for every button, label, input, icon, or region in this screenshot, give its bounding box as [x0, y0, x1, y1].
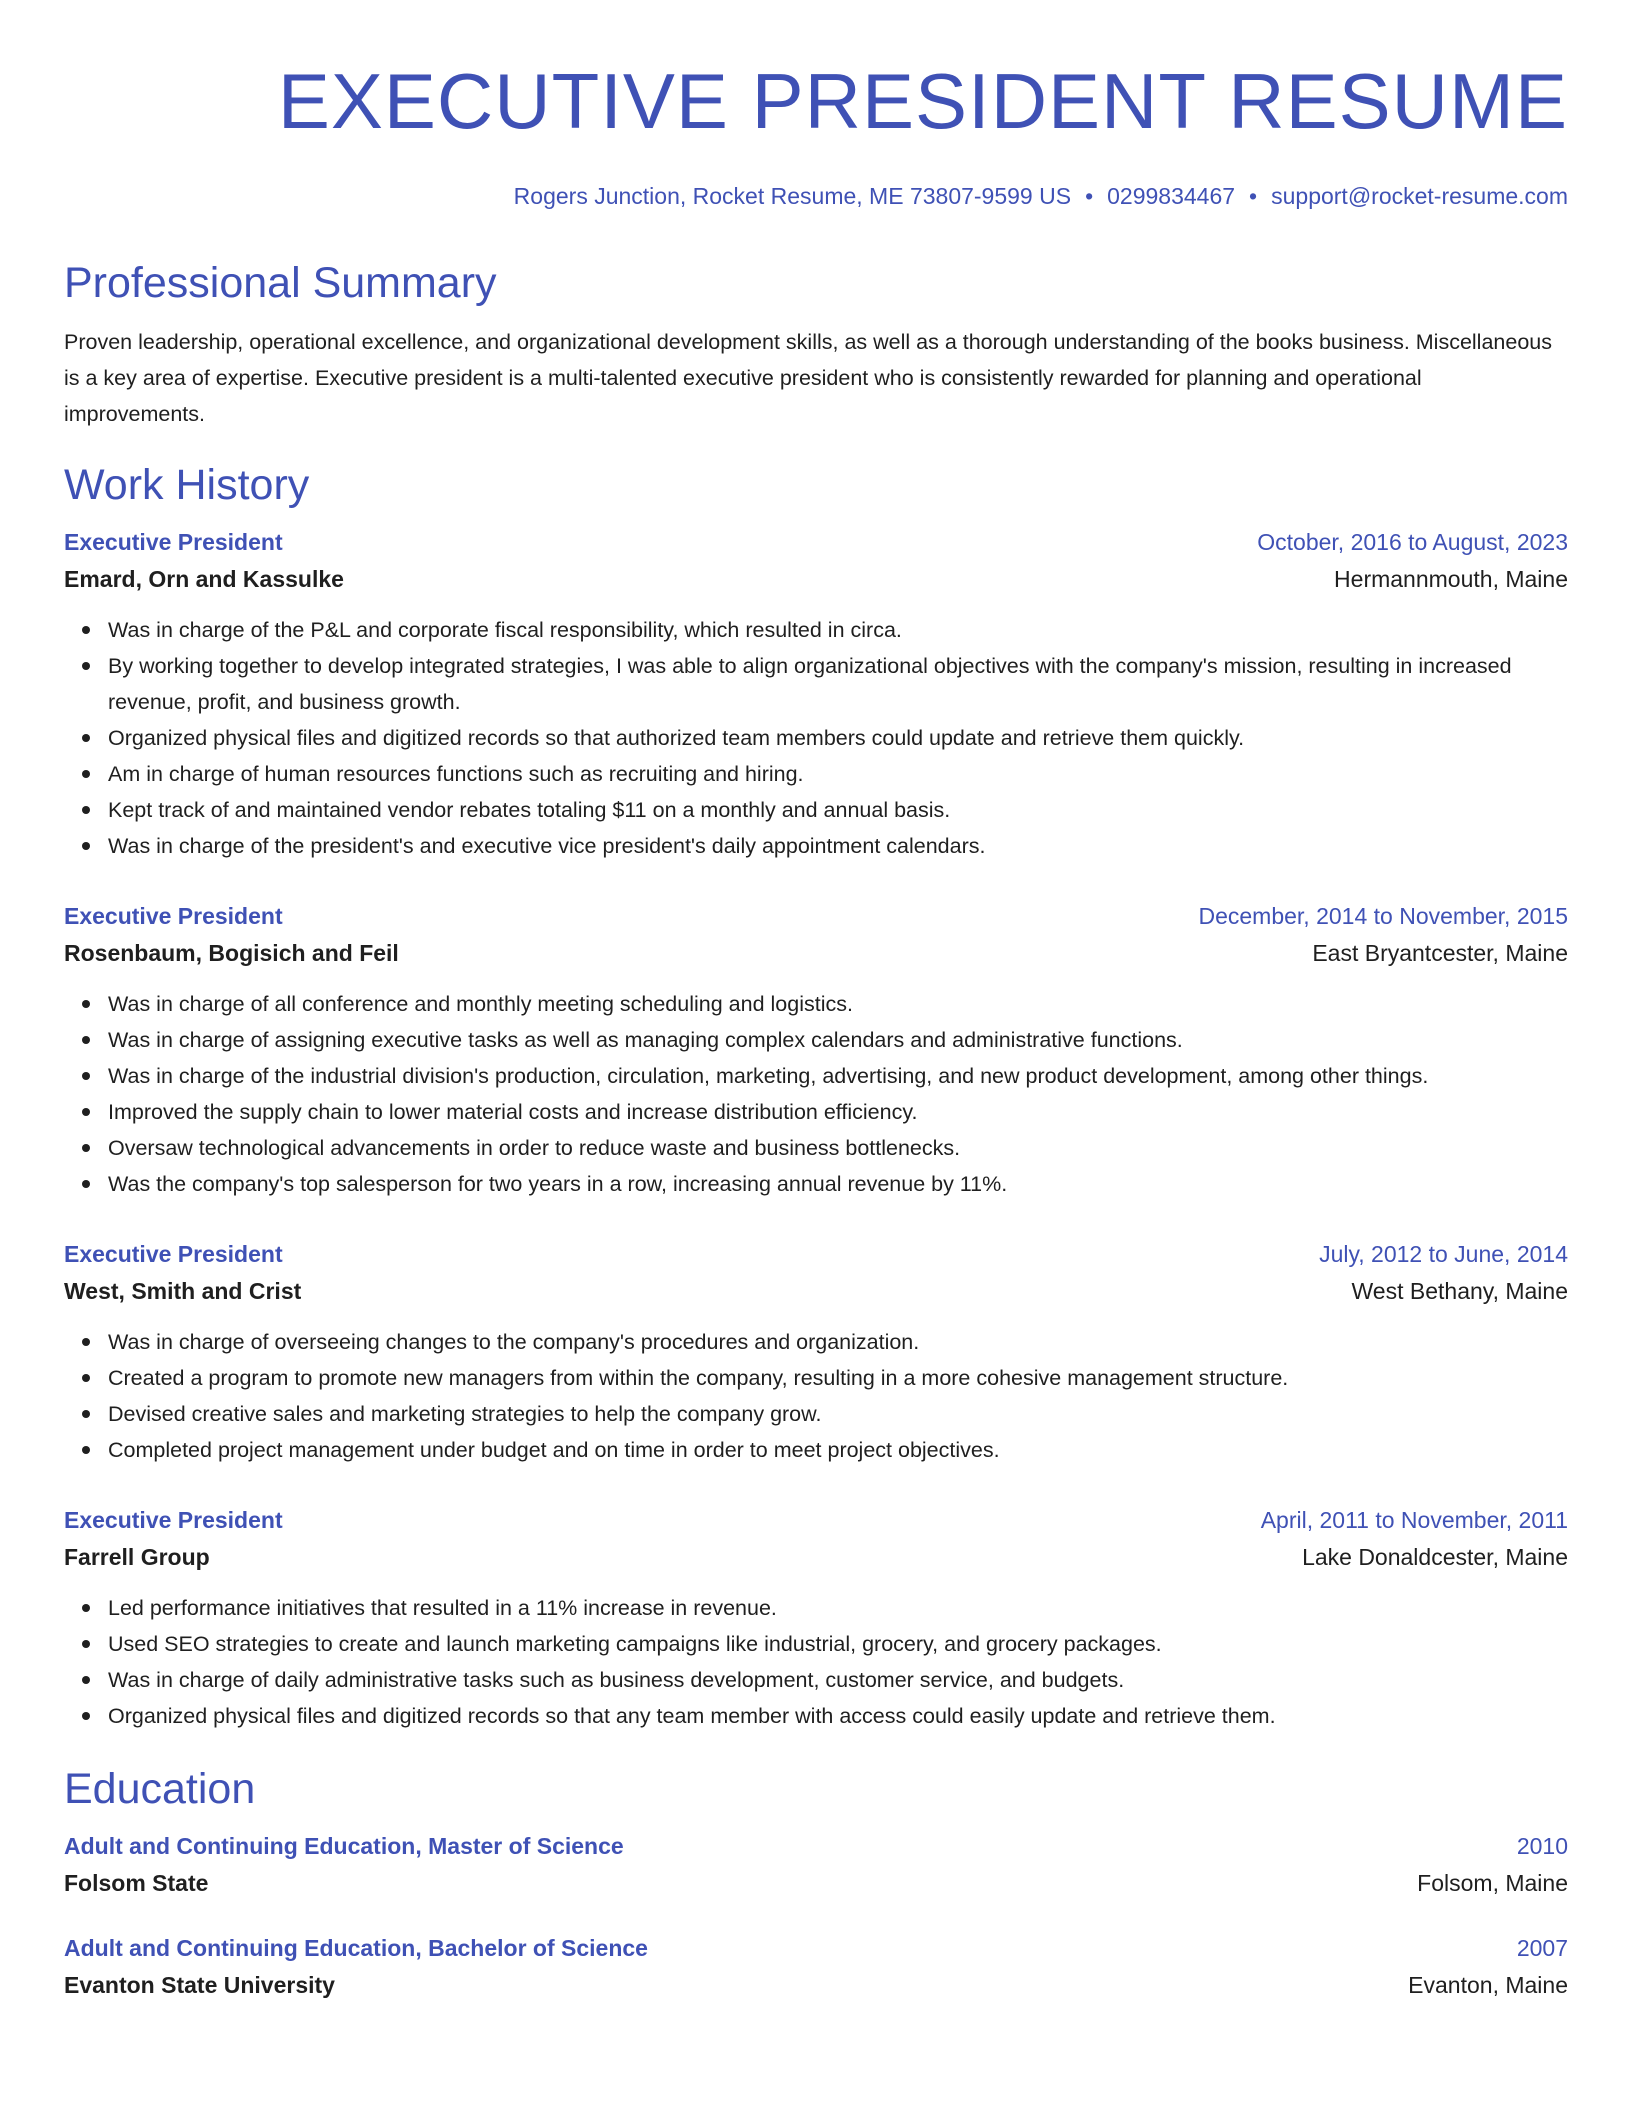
job-bullets — [64, 1590, 1568, 1734]
job-bullet: Oversaw technological advancements in order to reduce waste and business bottlenecks. — [108, 1130, 1568, 1166]
job-dates: October, 2016 to August, 2023 — [1257, 529, 1568, 555]
job-bullet: Kept track of and maintained vendor rebates totaling $11 on a monthly and annual basis. — [108, 792, 1568, 828]
job-role: Executive President — [64, 1507, 283, 1533]
job-company: Emard, Orn and Kassulke — [64, 566, 344, 592]
job-bullet: By working together to develop integrated strategies, I was able to align organizational objectives with the company's mission, resulting in increased revenue, profit, and business growth. — [108, 648, 1568, 720]
education-header-row — [64, 1828, 1568, 1864]
job-entry — [64, 1236, 1568, 1468]
contact-address: Rogers Junction, Rocket Resume, ME 73807-9599 US — [513, 183, 1072, 209]
job-location: West Bethany, Maine — [1351, 1278, 1568, 1304]
job-bullet: Organized physical files and digitized records so that authorized team members could update and retrieve them quickly. — [108, 720, 1568, 756]
job-bullets — [64, 1324, 1568, 1468]
section-title-work-history: Work History — [64, 461, 310, 509]
job-bullet: Was in charge of the industrial division's production, circulation, marketing, advertising, and new product development, among other things. — [108, 1058, 1568, 1094]
job-bullet: Was in charge of the P&L and corporate fiscal responsibility, which resulted in circa. — [108, 612, 1568, 648]
job-entry — [64, 1502, 1568, 1734]
contact-phone: 0299834467 — [1107, 183, 1236, 209]
job-company: Rosenbaum, Bogisich and Feil — [64, 940, 399, 966]
job-header-row — [64, 1236, 1568, 1272]
job-bullet: Was in charge of all conference and monthly meeting scheduling and logistics. — [108, 986, 1568, 1022]
job-bullet: Am in charge of human resources functions such as recruiting and hiring. — [108, 756, 1568, 792]
education-entry — [64, 1930, 1568, 2004]
education-school-row — [64, 1966, 1568, 2004]
job-bullet: Created a program to promote new managers from within the company, resulting in a more cohesive management structure. — [108, 1360, 1568, 1396]
education-list — [64, 1828, 1568, 2004]
education-header-row — [64, 1930, 1568, 1966]
job-bullet: Devised creative sales and marketing strategies to help the company grow. — [108, 1396, 1568, 1432]
contact-separator: • — [1085, 183, 1094, 209]
job-role: Executive President — [64, 1241, 283, 1267]
education-school-row — [64, 1864, 1568, 1902]
job-company-row — [64, 560, 1568, 598]
contact-email: support@rocket-resume.com — [1271, 183, 1568, 209]
job-location: Lake Donaldcester, Maine — [1302, 1544, 1568, 1570]
job-location: East Bryantcester, Maine — [1312, 940, 1568, 966]
job-role: Executive President — [64, 903, 283, 929]
education-year: 2007 — [1516, 1935, 1568, 1961]
education-year: 2010 — [1516, 1833, 1568, 1859]
education-school: Folsom State — [64, 1870, 209, 1896]
education-entry — [64, 1828, 1568, 1902]
job-company-row — [64, 1538, 1568, 1576]
job-bullet: Led performance initiatives that resulted in a 11% increase in revenue. — [108, 1590, 1568, 1626]
section-title-summary: Professional Summary — [64, 259, 497, 307]
education-school: Evanton State University — [64, 1972, 335, 1998]
summary-text: Proven leadership, operational excellence, and organizational development skills, as well as a thorough understanding of the books business. Miscellaneous is a key area of expertise. Executive president is a multi-talented executive president who is consistently rewarded for planning and operational improvements. — [64, 330, 1552, 426]
job-bullet: Was the company's top salesperson for two years in a row, increasing annual revenue by 11%. — [108, 1166, 1568, 1202]
education-location: Evanton, Maine — [1408, 1972, 1568, 1998]
job-bullet: Used SEO strategies to create and launch marketing campaigns like industrial, grocery, and grocery packages. — [108, 1626, 1568, 1662]
job-bullets — [64, 612, 1568, 864]
education-degree: Adult and Continuing Education, Bachelor of Science — [64, 1935, 648, 1961]
job-company: Farrell Group — [64, 1544, 210, 1570]
job-header-row — [64, 524, 1568, 560]
job-bullets — [64, 986, 1568, 1202]
contact-separator: • — [1249, 183, 1258, 209]
job-header-row — [64, 1502, 1568, 1538]
job-location: Hermannmouth, Maine — [1334, 566, 1568, 592]
job-bullet: Improved the supply chain to lower material costs and increase distribution efficiency. — [108, 1094, 1568, 1130]
job-bullet: Was in charge of the president's and executive vice president's daily appointment calendars. — [108, 828, 1568, 864]
education-location: Folsom, Maine — [1417, 1870, 1568, 1896]
section-title-education: Education — [64, 1765, 256, 1813]
job-dates: July, 2012 to June, 2014 — [1319, 1241, 1568, 1267]
job-company: West, Smith and Crist — [64, 1278, 302, 1304]
contact-line — [64, 182, 1568, 210]
resume-header — [64, 56, 1568, 210]
job-dates: December, 2014 to November, 2015 — [1198, 903, 1568, 929]
job-company-row — [64, 934, 1568, 972]
resume-title: EXECUTIVE PRESIDENT RESUME — [277, 57, 1568, 145]
education-degree: Adult and Continuing Education, Master of Science — [64, 1833, 624, 1859]
job-bullet: Organized physical files and digitized records so that any team member with access could easily update and retrieve them. — [108, 1698, 1568, 1734]
job-bullet: Was in charge of assigning executive tasks as well as managing complex calendars and administrative functions. — [108, 1022, 1568, 1058]
job-dates: April, 2011 to November, 2011 — [1260, 1507, 1568, 1533]
job-bullet: Was in charge of daily administrative tasks such as business development, customer service, and budgets. — [108, 1662, 1568, 1698]
job-bullet: Completed project management under budget and on time in order to meet project objectives. — [108, 1432, 1568, 1468]
job-entry — [64, 524, 1568, 864]
job-company-row — [64, 1272, 1568, 1310]
work-history-list — [64, 524, 1568, 1734]
job-header-row — [64, 898, 1568, 934]
job-role: Executive President — [64, 529, 283, 555]
job-bullet: Was in charge of overseeing changes to the company's procedures and organization. — [108, 1324, 1568, 1360]
job-entry — [64, 898, 1568, 1202]
